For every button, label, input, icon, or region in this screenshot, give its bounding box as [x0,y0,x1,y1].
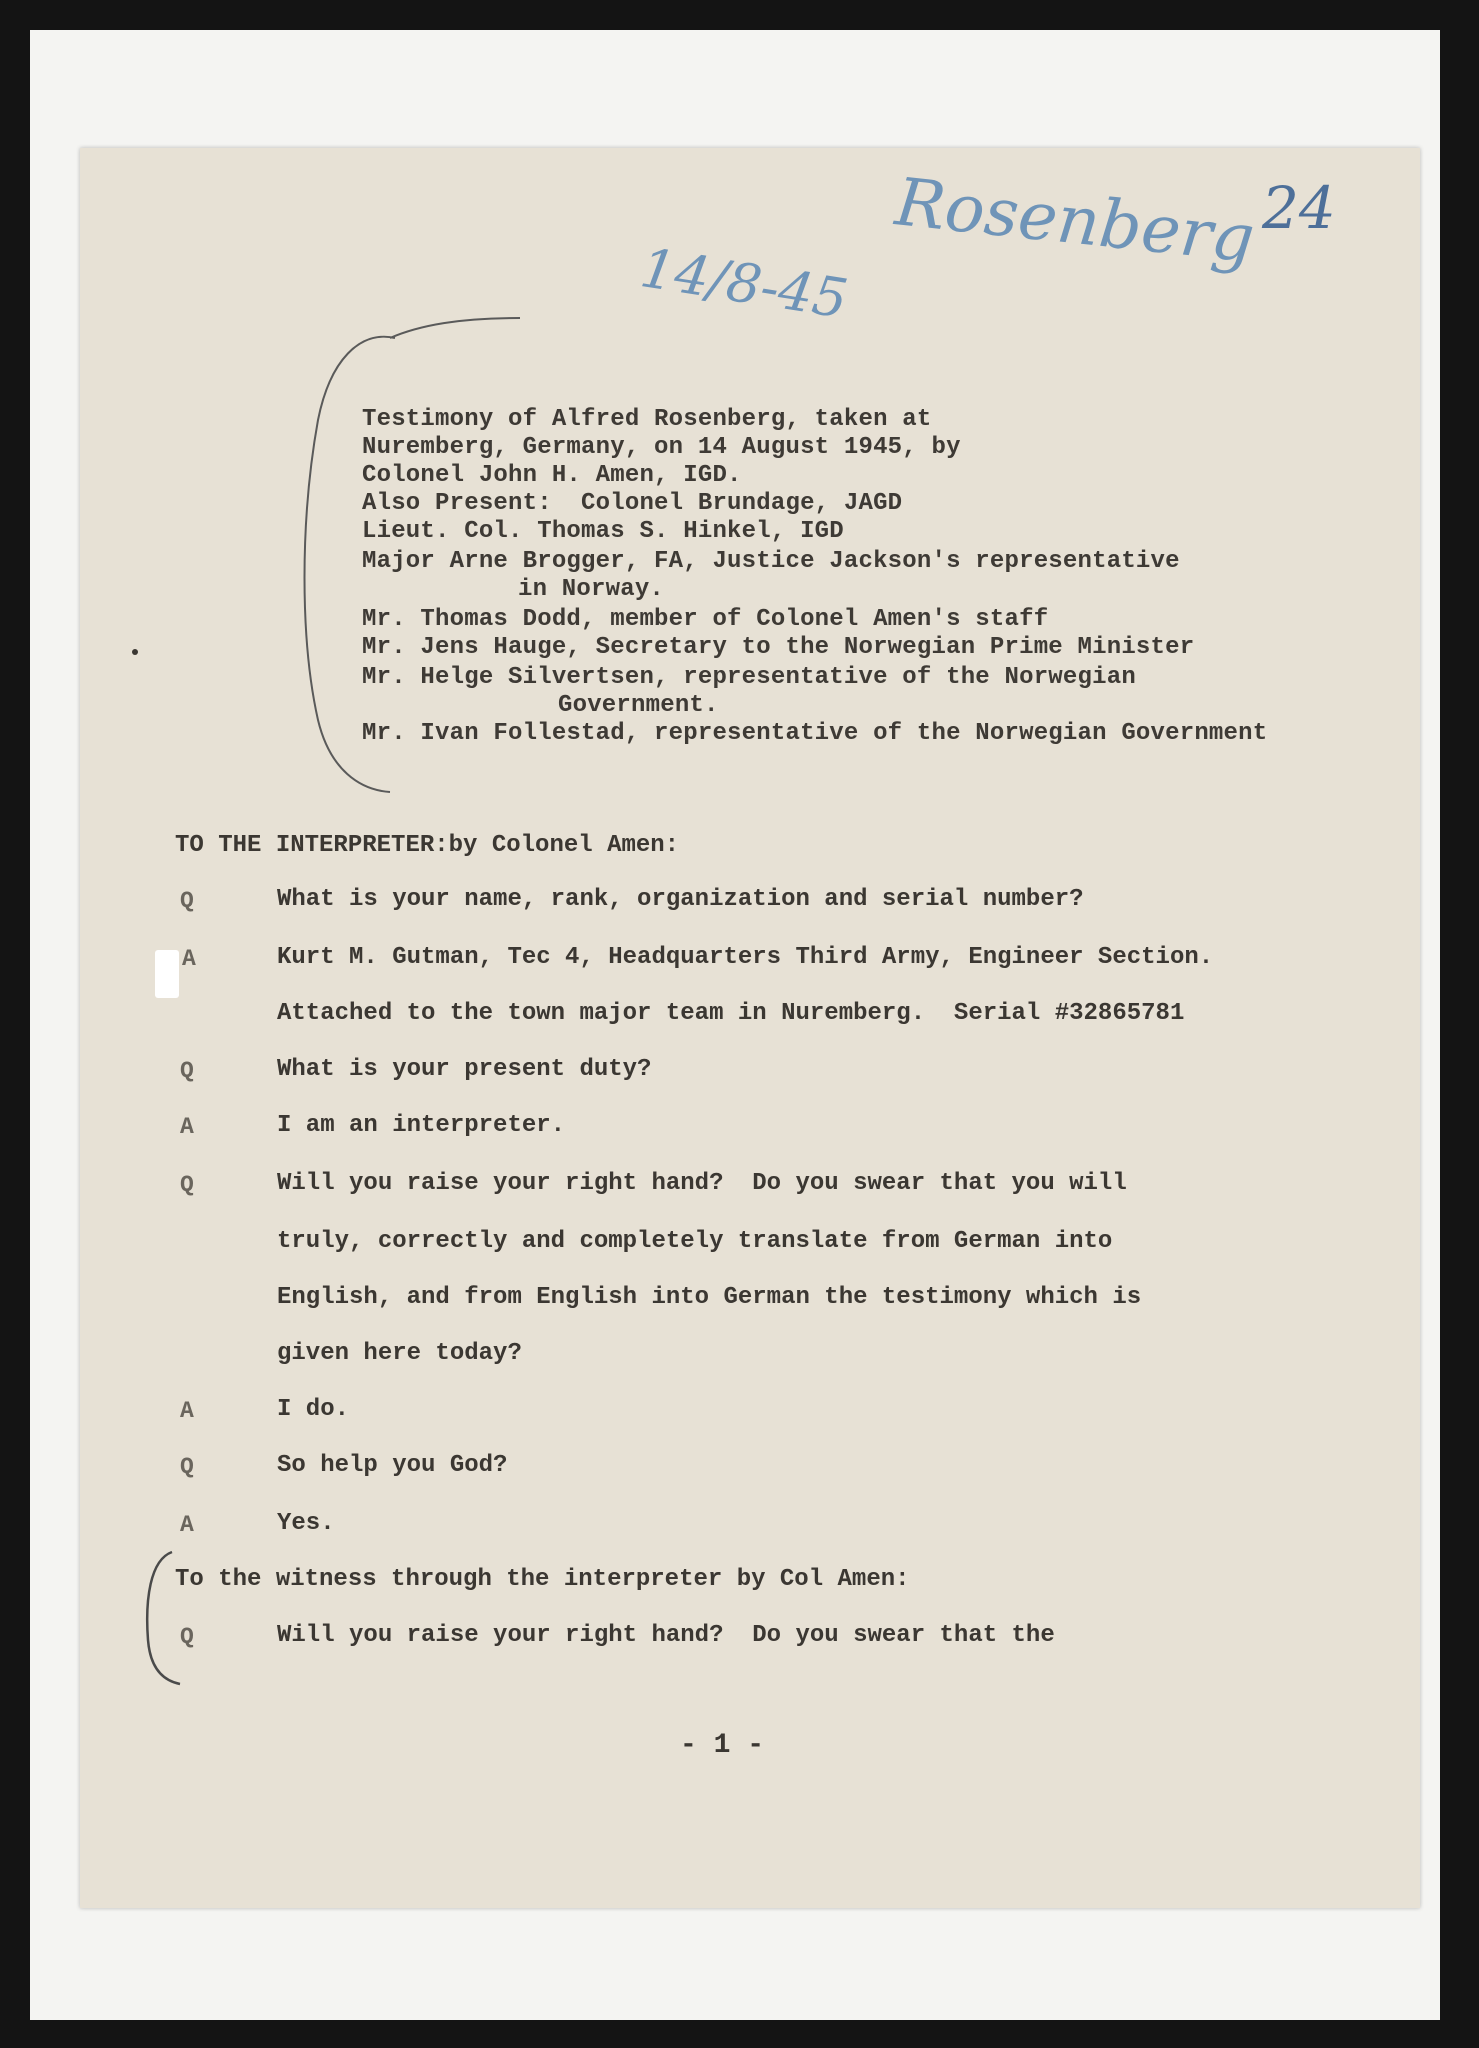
qa-marker: Q [180,1624,194,1650]
qa-marker: Q [180,1172,194,1198]
qa-line: Kurt M. Gutman, Tec 4, Headquarters Third Army, Engineer Section. [277,944,1214,971]
header-line: Also Present: Colonel Brundage, JAGD [362,490,903,517]
handwritten-date-annotation: 14/8-45 [636,236,852,331]
handwritten-name-annotation: Rosenberg [891,163,1259,278]
header-line: Major Arne Brogger, FA, Justice Jackson's representative [362,548,1180,575]
handwritten-number-annotation: 24 [1262,174,1336,242]
header-line: Mr. Helge Silvertsen, representative of the Norwegian [362,664,1136,691]
qa-line: Will you raise your right hand? Do you swear that the [277,1622,1055,1649]
section-heading-interpreter: TO THE INTERPRETER:by Colonel Amen: [175,832,680,859]
qa-line: Will you raise your right hand? Do you swear that you will [277,1170,1127,1197]
header-line: Mr. Jens Hauge, Secretary to the Norwegian Prime Minister [362,634,1195,661]
qa-line: So help you God? [277,1452,508,1479]
header-line: in Norway. [518,576,665,603]
qa-marker: A [180,1512,194,1538]
qa-line: I am an interpreter. [277,1112,566,1139]
qa-marker: Q [180,888,194,914]
qa-marker: Q [180,1454,194,1480]
qa-line: Attached to the town major team in Nuremberg. Serial #32865781 [277,1000,1185,1027]
header-line: Lieut. Col. Thomas S. Hinkel, IGD [362,518,844,545]
qa-marker: Q [180,1058,194,1084]
header-line: Testimony of Alfred Rosenberg, taken at [362,406,932,433]
qa-line: Yes. [277,1510,335,1537]
header-line: Government. [558,692,719,719]
qa-line: What is your name, rank, organization and serial number? [277,886,1084,913]
qa-line: What is your present duty? [277,1056,652,1083]
page-number: - 1 - [680,1730,765,1761]
qa-marker: A [180,1398,194,1424]
qa-marker: A [180,1114,194,1140]
header-line: Nuremberg, Germany, on 14 August 1945, by [362,434,961,461]
header-line: Mr. Ivan Follestad, representative of the Norwegian Government [362,720,1268,747]
qa-marker: A [182,946,196,972]
qa-line: English, and from English into German the testimony which is [277,1284,1142,1311]
header-line: Mr. Thomas Dodd, member of Colonel Amen's staff [362,606,1049,633]
section-heading-witness: To the witness through the interpreter by Col Amen: [175,1566,910,1593]
qa-line: truly, correctly and completely translate from German into [277,1228,1113,1255]
qa-line: I do. [277,1396,350,1423]
tape-patch [155,950,179,998]
header-line: Colonel John H. Amen, IGD. [362,462,742,489]
qa-line: given here today? [277,1340,522,1367]
